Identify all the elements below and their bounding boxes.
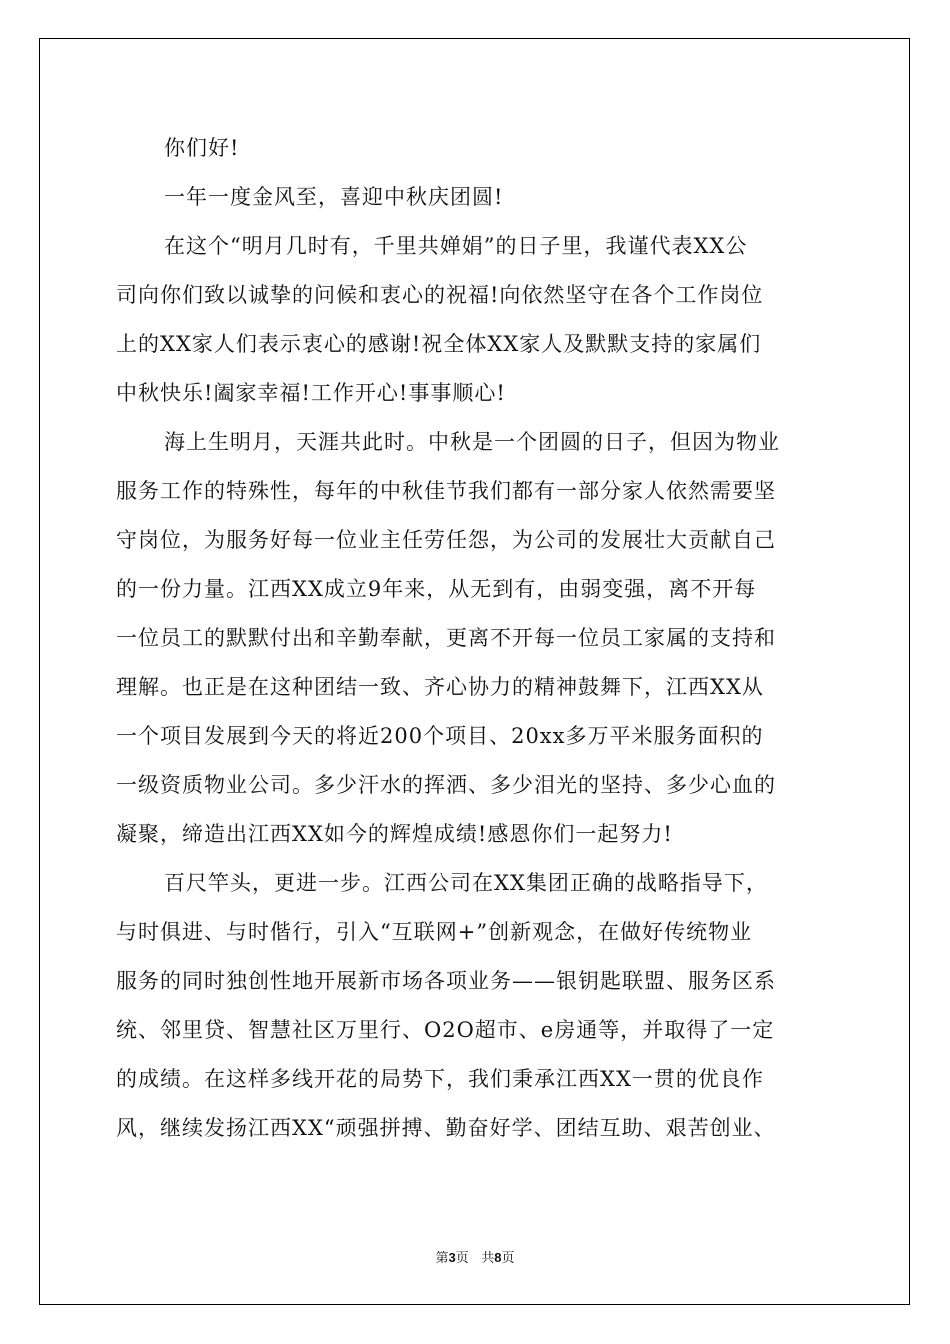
text-line: 统、邻里贷、智慧社区万里行、O2O超市、e房通等，并取得了一定 [116, 1018, 775, 1042]
text-line: 司向你们致以诚挚的问候和衷心的祝福!向依然坚守在各个工作岗位 [116, 283, 764, 307]
text-line: 服务的同时独创性地开展新市场各项业务——银钥匙联盟、服务区系 [116, 969, 776, 993]
text-line: 上的XX家人们表示衷心的感谢!祝全体XX家人及默默支持的家属们 [116, 332, 762, 356]
text-line: 理解。也正是在这种团结一致、齐心协力的精神鼓舞下，江西XX从 [116, 675, 764, 699]
text-line: 一年一度金风至，喜迎中秋庆团圆! [164, 185, 504, 209]
text-line: 与时俱进、与时偕行，引入“互联网+”创新观念，在做好传统物业 [116, 920, 753, 944]
footer-total-suffix: 页 [501, 1251, 515, 1266]
text-line: 一级资质物业公司。多少汗水的挥洒、多少泪光的坚持、多少心血的 [116, 773, 776, 797]
text-line: 凝聚，缔造出江西XX如今的辉煌成绩!感恩你们一起努力! [116, 822, 673, 846]
footer-page-number: 3 [448, 1250, 456, 1265]
text-line: 百尺竿头，更进一步。江西公司在XX集团正确的战略指导下， [164, 871, 768, 895]
text-line: 中秋快乐!阖家幸福!工作开心!事事顺心! [116, 381, 506, 405]
text-line: 海上生明月，天涯共此时。中秋是一个团圆的日子，但因为物业 [164, 430, 780, 454]
text-line: 风，继续发扬江西XX“顽强拼搏、勤奋好学、团结互助、艰苦创业、 [116, 1116, 776, 1140]
page-footer [0, 1247, 950, 1266]
text-line: 你们好! [164, 136, 240, 160]
text-line: 在这个“明月几时有，千里共婵娟”的日子里，我谨代表XX公 [164, 234, 748, 258]
footer-page-suffix: 页 [455, 1251, 469, 1266]
text-line: 服务工作的特殊性，每年的中秋佳节我们都有一部分家人依然需要坚 [116, 479, 776, 503]
text-line: 一位员工的默默付出和辛勤奉献，更离不开每一位员工家属的支持和 [116, 626, 776, 650]
text-line: 的成绩。在这样多线开花的局势下，我们秉承江西XX一贯的优良作 [116, 1067, 764, 1091]
footer-page-prefix: 第 [435, 1251, 449, 1266]
text-line: 守岗位，为服务好每一位业主任劳任怨，为公司的发展壮大贡献自己 [116, 528, 776, 552]
footer-total-prefix: 共 [481, 1251, 495, 1266]
text-line: 的一份力量。江西XX成立9年来，从无到有，由弱变强，离不开每 [116, 577, 757, 601]
document-body [116, 124, 836, 1153]
footer-total-pages: 8 [494, 1250, 502, 1265]
text-line: 一个项目发展到今天的将近200个项目、20xx多万平米服务面积的 [116, 724, 764, 748]
